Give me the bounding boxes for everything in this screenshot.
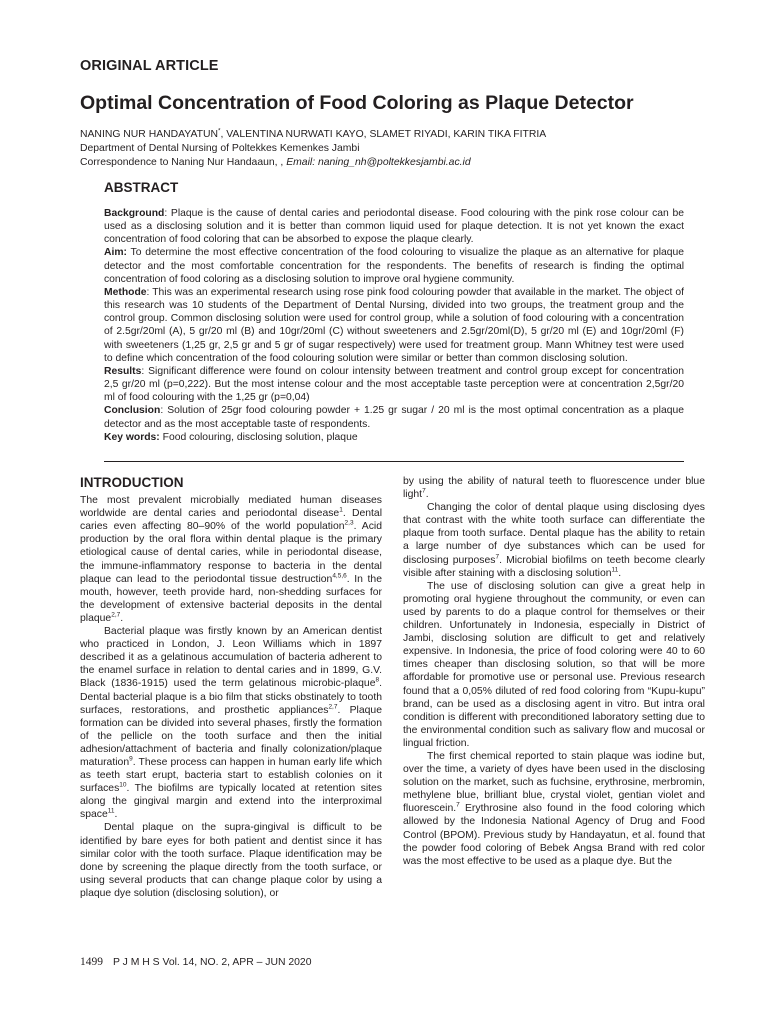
right-column xyxy=(403,475,705,868)
author-names: NANING NUR HANDAYATUN*, VALENTINA NURWATI KAYO, SLAMET RIYADI, KARIN TIKA FITRIA xyxy=(80,127,547,140)
abstract-divider xyxy=(104,461,684,462)
abstract-keywords: Key words: Food colouring, disclosing solution, plaque xyxy=(104,431,358,443)
abstract-aim: Aim: To determine the most effective concentration of the food colouring to visualize the plaque as an alternative for plaque detector and the most comfortable concentration for the respondents. The benefits of research is finding the optimal concentration of food coloring as a disclosing solution to improve oral hygiene community. xyxy=(104,247,684,285)
introduction-heading: INTRODUCTION xyxy=(80,475,184,490)
abstract-conclusion: Conclusion: Solution of 25gr food colouring powder + 1.25 gr sugar / 20 ml is the most optimal concentration as a plaque detector and as the most acceptable taste of respondents. xyxy=(104,405,684,430)
abstract-section xyxy=(104,180,684,444)
intro-paragraph: Bacterial plaque was firstly known by an American dentist who practiced in London, J. Leon Williams which in 1897 described it as a gelatinous accumulation of bacteria adherent to the enamel surface in relation to dental caries and in 1899, G.V. Black (1836-1915) used the term gelatinous microbic-plaque$^8$. Dental bacterial plaque is a bio film that sticks obstinately to tooth surfaces, restorations, and prosthetic appliances$^{2,7}$. Plaque formation can be divided into several phases, firstly the formation of the pellicle on the tooth surface and then the initial adhesion/attachment of bacteria and finally colonization/plaque maturation$^9$. These process can happen in human early life which as teeth start erupt, bacteria start to establish colonies on it surfaces$^{10}$. The biofilms are typically located at retention sites along the gingival margin and extend into the interproximal space$^{11}$. xyxy=(80,626,382,821)
abstract-heading: ABSTRACT xyxy=(104,180,179,195)
abstract-results: Results: Significant difference were found on colour intensity between treatment and control group except for concentration 2,5 gr/20 ml (p=0,222). But the most intense colour and the most acceptable taste perception were at concentration 2,5gr/20 ml of food colouring with the 1,25 gr (p=0,04) xyxy=(104,365,684,404)
intro-paragraph: The first chemical reported to stain plaque was iodine but, over the time, a variety of dyes have been used in the disclosing solution on the market, such as fuchsine, erythrosine, merbromin, methylene blue, brilliant blue, crystal violet, gentian violet and fluorescein.$^7$ Erythrosine also found in the food coloring which allowed by the Indonesia National Agency of Drug and Food Control (BPOM). Previous study by Handayatun, et al. found that the powder food coloring of Bebek Angsa Brand with red color was the most effective to be used as a plaque dye. But the xyxy=(403,750,705,867)
intro-paragraph: The use of disclosing solution can give a great help in promoting oral hygiene throughout the community, or even can used by parents to do a plaque control for themselves or their children. Unfortunately in Indonesia, especially in District of Jambi, disclosing solution are difficult to get and relatively expensive. In Indonesia, the price of food coloring were 40 to 60 times cheaper than disclosing solution, so that will be more affordable for promotive use or personal use. Previous research found that a 0,05% diluted of red food coloring from “Kupu-kupu” brand, can be used as a disclosing agent in vitro. But intra oral condition is different with preconditioned laboratory setting due to the environmental condition such as salivary flow and mucosal or lingual friction. xyxy=(403,580,705,749)
journal-citation: P J M H S Vol. 14, NO. 2, APR – JUN 2020 xyxy=(113,957,312,968)
author-email[interactable]: Email: naning_nh@poltekkesjambi.ac.id xyxy=(286,157,471,169)
intro-paragraph: by using the ability of natural teeth to fluorescence under blue light$^7$. xyxy=(403,476,705,501)
intro-paragraph: Dental plaque on the supra-gingival is difficult to be identified by bare eyes for both patient and dentist since it has similar color with the tooth surface. Plaque identification may be done by screening the plaque directly from the tooth surface, or using several products that can change plaque color by using a plaque dye solution (disclosing solution), or xyxy=(80,822,382,899)
intro-paragraph: The most prevalent microbially mediated human diseases worldwide are dental caries and periodontal disease$^1$. Dental caries even affecting 80–90% of the world population$^{2,3}$. Acid production by the oral flora within dental plaque is the primary etiological cause of dental caries, while in periodontal disease, the immune-inflammatory response to bacteria in the dental plaque can lead to the periodontal tissue destruction$^{4,5,6}$. In the mouth, however, teeth provide hard, non-shedding surfaces for the development of extensive bacterial deposits in the dental plaque$^{2,7}$. xyxy=(80,495,383,624)
abstract-background: Background: Plaque is the cause of dental caries and periodontal disease. Food colouring with the pink rose colour can be used as a disclosing solution and it is better than common liquid used for plaque detection. It is not yet known the exact concentration of food coloring that can be absorbed to expose the plaque clearly. xyxy=(104,208,684,246)
abstract-method: Methode: This was an experimental research using rose pink food colouring powder that available in the market. The object of this research was 10 students of the Department of Dental Nursing, divided into two groups, the treatment group and the control group. Common disclosing solution were used for control group, while a solution of food colouring with a concentration of 2.5gr/20ml (A), 5 gr/20 ml (B) and 10gr/20ml (C) without sweeteners and 2.5gr/20ml(D), 5 gr/20 ml (E) and 10gr/20ml (F) with sweeteners (1,25 gr, 2,5 gr and 5 gr of sugar respectively) were used for treatment group. Mann Whitney test were used to define which concentration of the food colouring solution were similar or better than common disclosing solution. xyxy=(104,286,684,364)
intro-paragraph: Changing the color of dental plaque using disclosing dyes that contrast with the white tooth surface can differentiate the plaque from tooth surface. Dental plaque has the ability to retain a large number of dye substances which can be used for disclosing purposes$^7$. Microbial biofilms on teeth become clearly visible after staining with a disclosing solution$^{11}$. xyxy=(403,502,705,579)
left-column xyxy=(80,476,382,900)
article-type-label: ORIGINAL ARTICLE xyxy=(80,58,219,74)
author-block xyxy=(80,128,700,171)
page-footer xyxy=(80,956,311,968)
author-department: Department of Dental Nursing of Poltekkes Kemenkes Jambi xyxy=(80,143,360,155)
article-title: Optimal Concentration of Food Coloring as Plaque Detector xyxy=(80,92,634,114)
author-correspondence: Correspondence to Naning Nur Handaaun, , Email: naning_nh@poltekkesjambi.ac.id xyxy=(80,157,471,169)
page-number: 1499 xyxy=(80,956,103,968)
